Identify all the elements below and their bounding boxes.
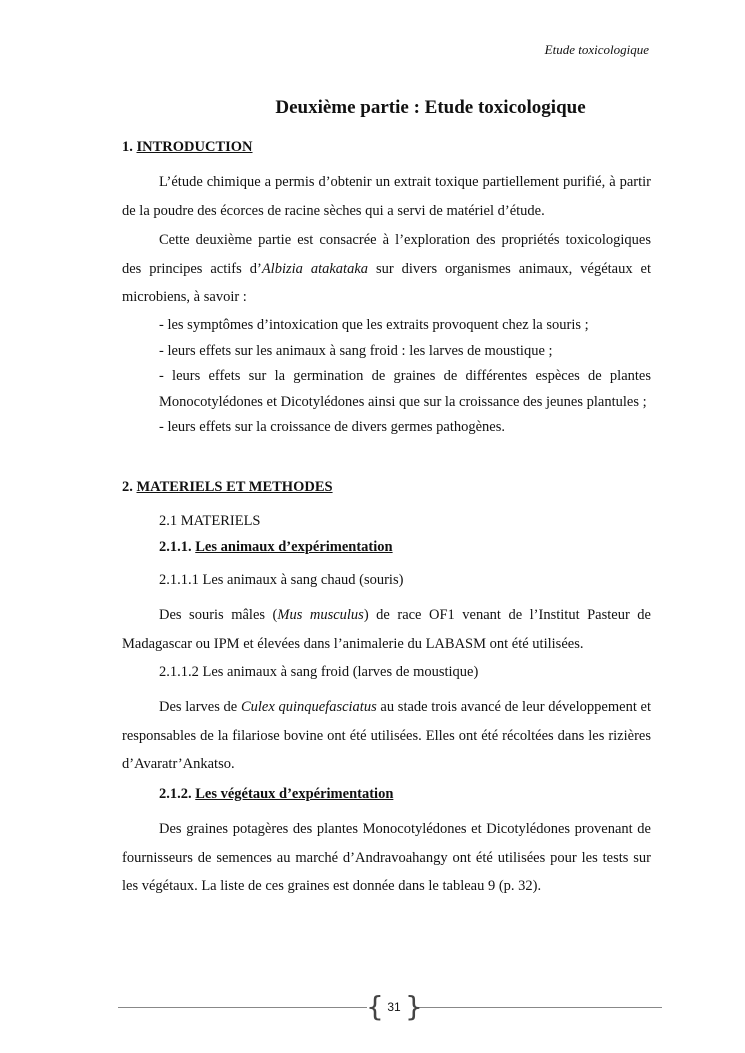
- species-name: Culex quinquefasciatus: [240, 699, 377, 715]
- paragraph-text: Cette deuxième partie est consacrée à l’exploration des propriétés toxicologiques des principes actifs d’: [122, 232, 651, 277]
- section-heading-materiels: [122, 479, 333, 496]
- paragraph-text: sur divers organismes animaux, végétaux et microbiens, à savoir :: [122, 260, 652, 305]
- paragraph-text: Des souris mâles (: [159, 607, 278, 623]
- paragraph-intro-2: [122, 226, 651, 312]
- section-label: INTRODUCTION: [136, 139, 253, 155]
- subheading-2-1: 2.1 MATERIELS: [159, 513, 261, 529]
- page-number: 31: [387, 1000, 401, 1014]
- subheading-2-1-1: [159, 539, 393, 556]
- subsection-number: 2.1.2.: [159, 786, 196, 802]
- subheading-2-1-2: [159, 786, 393, 803]
- species-name: Mus musculus: [277, 607, 364, 623]
- left-brace-icon: {: [366, 990, 384, 1023]
- footer-rule-left: [118, 1007, 367, 1008]
- subsection-label: Les animaux d’expérimentation: [195, 539, 393, 555]
- list-item: - leurs effets sur la croissance de divers germes pathogènes.: [159, 419, 505, 436]
- section-number: 2.: [122, 479, 137, 495]
- list-item: - leurs effets sur les animaux à sang froid : les larves de moustique ;: [159, 342, 553, 359]
- footer-rule-right: [418, 1007, 662, 1008]
- subheading-2-1-1-2: 2.1.1.2 Les animaux à sang froid (larves de moustique): [159, 664, 479, 680]
- species-name: Albizia atakataka: [261, 260, 369, 277]
- paragraph-larvae: [122, 693, 651, 779]
- right-brace-icon: }: [405, 990, 423, 1023]
- section-label: MATERIELS ET METHODES: [136, 479, 333, 495]
- paragraph-plants: Des graines potagères des plantes Monocotylédones et Dicotylédones provenant de fournisseurs de semences au marché d’Andravoahangy ont été utilisées pour les tests sur les végétaux. La liste de ces graines est donnée dans le tableau 9 (p. 32).: [122, 821, 651, 894]
- section-number: 1.: [122, 139, 137, 155]
- paragraph-text: ) de race OF1 venant de l’Institut Pasteur de Madagascar ou IPM et élevées dans l’animalerie du LABASM ont été utilisées.: [122, 607, 651, 652]
- bullet-list: [159, 313, 651, 441]
- subsection-number: 2.1.1.: [159, 539, 196, 555]
- section-heading-introduction: [122, 139, 253, 156]
- paragraph-intro-1: L’étude chimique a permis d’obtenir un extrait toxique partiellement purifié, à partir de la poudre des écorces de racine sèches qui a servi de matériel d’étude.: [122, 174, 651, 219]
- running-header: Etude toxicologique: [544, 42, 649, 57]
- paragraph-text: Des larves de: [159, 699, 241, 715]
- subsection-label: Les végétaux d’expérimentation: [195, 786, 394, 802]
- list-item: - les symptômes d’intoxication que les extraits provoquent chez la souris ;: [159, 317, 589, 333]
- paragraph-mice: [122, 601, 651, 658]
- page-title: Deuxième partie : Etude toxicologique: [275, 97, 586, 118]
- paragraph-text: au stade trois avancé de leur développement et responsables de la filariose bovine ont été utilisées. Elles ont été récoltées dans les rizières d’Avaratr’Ankatso.: [122, 699, 652, 772]
- subheading-2-1-1-1: 2.1.1.1 Les animaux à sang chaud (souris): [159, 572, 404, 588]
- list-item: - leurs effets sur la germination de graines de différentes espèces de plantes Monocotylédones et Dicotylédones ainsi que sur la croissance des jeunes plantules ;: [159, 368, 651, 410]
